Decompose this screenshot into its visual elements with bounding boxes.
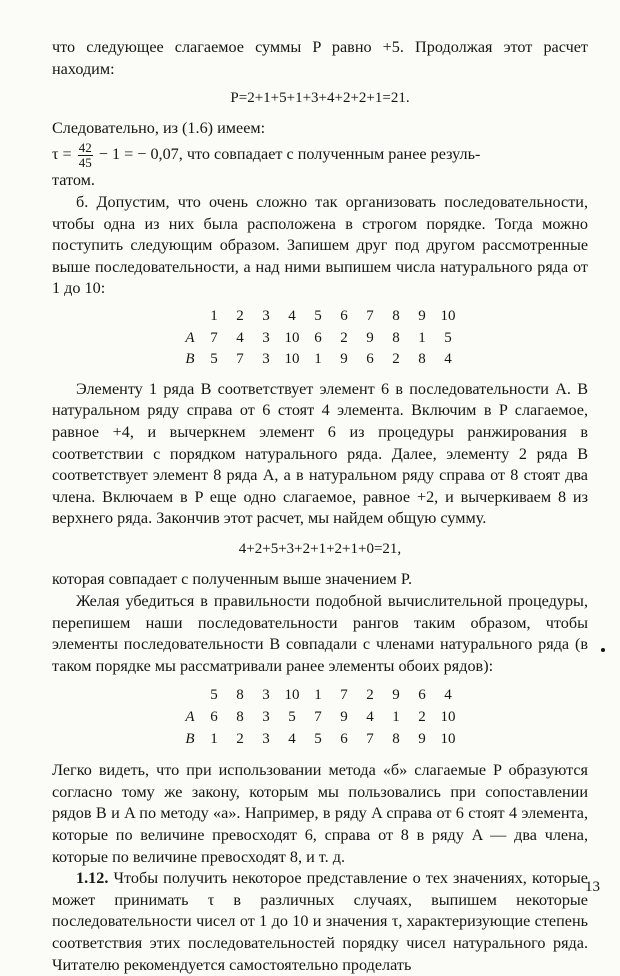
table-cell: 1 (392, 709, 400, 726)
table-cell: 5 (314, 730, 322, 747)
table-cell: 4 (366, 709, 374, 726)
table-cell: 7 (314, 709, 322, 726)
tau-rhs: − 1 = − 0,07, что совпадает с полученным ранее резуль- (98, 145, 481, 164)
table-row (179, 328, 461, 350)
table-cell: 6 (340, 730, 348, 747)
table-cell: 2 (392, 351, 400, 368)
table-cell: 10 (284, 329, 300, 346)
table-cell: 9 (366, 329, 374, 346)
table-cell: 8 (392, 307, 400, 324)
table-cell: 7 (210, 329, 218, 346)
table-cell: 10 (284, 687, 300, 704)
table-cell: 6 (340, 307, 348, 324)
table-cell: 3 (262, 687, 270, 704)
table-cell: 4 (236, 329, 244, 346)
table-cell: 5 (444, 329, 452, 346)
paragraph-easy-to-see: Легко видеть, что при использовании метода «б» слагаемые P образуются согласно тому же закону, которым мы пользовались при сопоставлении рядов B и A по методу «а». Например, в ряду A справа от 6 стоят 4 элемента, которые по величине превосходят 6, справа от 8 в ряду A — два члена, которые по величине превосходят 8, и т. д. (52, 761, 588, 866)
table-cell: 1 (210, 307, 218, 324)
section-number: 1.12. (76, 869, 109, 888)
table-cell: 6 (210, 709, 218, 726)
table-row (179, 349, 461, 371)
formula-sum-p: P=2+1+5+1+3+4+2+2+1=21. (230, 90, 410, 107)
table-cell: 6 (366, 351, 374, 368)
table-cell: 3 (262, 351, 270, 368)
formula-tau (52, 141, 588, 170)
table-cell: 5 (314, 307, 322, 324)
table-cell: 7 (340, 687, 348, 704)
table-cell: 9 (340, 709, 348, 726)
table-cell: 2 (236, 307, 244, 324)
table-row (179, 306, 461, 328)
table-cell: 8 (392, 329, 400, 346)
sequence-table-1 (179, 306, 461, 371)
table-cell: 1 (418, 329, 426, 346)
table-cell: 1 (314, 687, 322, 704)
table-cell: 4 (288, 730, 296, 747)
table-row (179, 707, 461, 729)
table-cell: 1 (210, 730, 218, 747)
table-cell: 2 (366, 687, 374, 704)
ink-dot (601, 648, 605, 652)
table-cell: 1 (314, 351, 322, 368)
table-cell: 4 (288, 307, 296, 324)
row-label: B (185, 351, 195, 368)
table-cell: 6 (418, 687, 426, 704)
fraction-denominator: 45 (78, 155, 92, 171)
formula-total-sum: 4+2+5+3+2+1+2+1+0=21, (238, 540, 402, 557)
table-cell: 9 (340, 351, 348, 368)
table-cell: 10 (440, 307, 456, 324)
paragraph-element-explanation: Элементу 1 ряда B соответствует элемент 6 в последовательности A. В натуральном ряду справа от 6 стоят 4 элемента. Включим в P слагаемое, равное +4, и вычеркнем элемент 6 из процедуры ранжирования в соответствии с порядком натурального ряда. Далее, элементу 2 ряда B соответствует элемент 8 ряда A, а в натуральном ряду справа от 8 стоят два члена. Включаем в P еще одно слагаемое, равное +2, и вычеркиваем 8 из верхнего ряда. Закончив этот расчет, мы найдем общую сумму. (52, 379, 588, 528)
row-label (179, 306, 201, 328)
paragraph-verify: Желая убедиться в правильности подобной вычислительной процедуры, перепишем наши последовательности рангов таким образом, чтобы элементы последовательности B совпадали с членами натурального ряда (в таком порядке мы рассматривали ранее элементы обоих рядов): (52, 592, 588, 675)
paragraph-coincides: которая совпадает с полученным выше значением P. (52, 570, 413, 589)
paragraph-result: татом. (52, 171, 95, 190)
table-cell: 7 (236, 351, 244, 368)
table-cell: 2 (340, 329, 348, 346)
page-number: 13 (585, 879, 600, 895)
table-cell: 8 (236, 687, 244, 704)
table-row (179, 729, 461, 751)
paragraph-method-b: б. Допустим, что очень сложно так организовать последовательности, чтобы одна из них была расположена в строгом порядке. Тогда можно поступить следующим образом. Запишем друг под другом рассмотренные выше последовательности, а над ними выпишем числа натурального ряда от 1 до 10: (52, 192, 588, 298)
row-label: A (185, 709, 195, 726)
paragraph-section-1-12 (52, 868, 588, 976)
table-cell: 6 (314, 329, 322, 346)
table-cell: 9 (392, 687, 400, 704)
table-cell: 3 (262, 307, 270, 324)
tau-lhs: τ = (52, 145, 72, 164)
table-cell: 8 (392, 730, 400, 747)
text-column (52, 37, 588, 976)
table-row (179, 685, 461, 707)
row-label: A (185, 329, 195, 346)
table-cell: 3 (262, 709, 270, 726)
table-cell: 5 (210, 687, 218, 704)
table-cell: 7 (366, 730, 374, 747)
table-cell: 9 (418, 307, 426, 324)
table-cell: 9 (418, 730, 426, 747)
table-cell: 10 (440, 709, 456, 726)
table-cell: 4 (444, 351, 452, 368)
table-cell: 3 (262, 329, 270, 346)
table-cell: 8 (236, 709, 244, 726)
table-cell: 4 (444, 687, 452, 704)
paragraph-therefore: Следовательно, из (1.6) имеем: (52, 118, 266, 137)
table-cell: 5 (210, 351, 218, 368)
row-label: B (185, 730, 195, 747)
table-cell: 5 (288, 709, 296, 726)
fraction-numerator: 42 (78, 140, 92, 156)
table-cell: 2 (236, 730, 244, 747)
paragraph-continuation: что следующее слагаемое суммы P равно +5. Продолжая этот расчет находим: (52, 38, 588, 78)
table-cell: 10 (284, 351, 300, 368)
sequence-table-2 (179, 685, 461, 750)
table-cell: 3 (262, 730, 270, 747)
row-label (179, 685, 201, 707)
table-cell: 10 (440, 730, 456, 747)
section-text: Чтобы получить некоторое представление о тех значениях, которые может принимать τ в различных случаях, выпишем некоторые последовательности чисел от 1 до 10 и значения τ, характеризующие степень соответствия этих последовательностей порядку чисел натурального ряда. Читателю рекомендуется самостоятельно проделать (52, 869, 588, 974)
table-cell: 7 (366, 307, 374, 324)
table-cell: 2 (418, 709, 426, 726)
table-cell: 8 (418, 351, 426, 368)
fraction (78, 141, 93, 170)
